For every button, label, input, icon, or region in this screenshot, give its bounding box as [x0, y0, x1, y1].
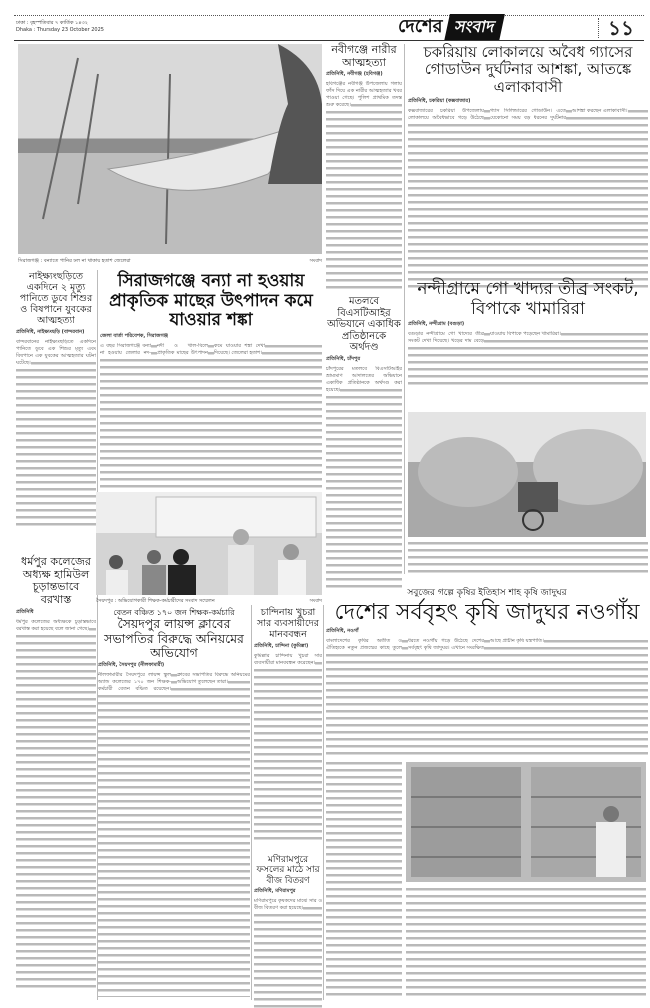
story-saidpur	[98, 608, 250, 997]
naogaon-body-bottom	[406, 886, 646, 1000]
photo-fishing-net	[18, 44, 322, 254]
byline: জেলা বার্তা পরিবেশক, সিরাজগঞ্জ	[100, 332, 169, 339]
story-chakaria	[408, 44, 648, 288]
byline: প্রতিনিধি, নাইক্ষ্যংছড়ি (বান্দরবান)	[16, 328, 85, 335]
article-body: চাঁদপুরের মতলবে বিএসটিআইর ভ্রাম্যমাণ আদালতের অভিযানে একাধিক প্রতিষ্ঠানকে অর্থদণ্ড করা হয়েছে।	[326, 366, 402, 591]
article-body: বাংলাদেশের কৃষির অতীত ও ঐতিহ্যকে নতুন প্রজন্মের কাছে তুলে ধরতে নওগাঁয় গড়ে উঠেছে দেশের সর্ববৃহৎ কৃষি জাদুঘর। এখানে সংরক্ষিত আছে প্রাচীন কৃষি যন্ত্রপাতি।	[326, 638, 648, 756]
story-chandina	[254, 608, 322, 843]
date-english: Dhaka : Thursday 23 October 2025	[16, 27, 104, 33]
article-body: বান্দরবানের নাইক্ষ্যংছড়িতে একদিনে পানিতে ডুবে এক শিশুর মৃত্যু এবং বিষপানে এক যুবকের আত্মহত্যার ঘটনা ঘটেছে।	[16, 339, 96, 529]
story-naikhongchhari	[16, 272, 96, 529]
photo1-credit: সংবাদ	[309, 258, 322, 264]
museum-shelves-illustration	[406, 762, 646, 882]
story-sirajganj	[100, 272, 322, 488]
press-conference-illustration	[96, 492, 322, 595]
headline[interactable]: মতলবে বিএসটিআইর অভিযানে একাধিক প্রতিষ্ঠানকে অর্থদণ্ড	[327, 296, 401, 353]
photo2-caption-text: সৈয়দপুর : অভিযোগকারী শিক্ষক-কর্মচারীদের সংবাদ সম্মেলন	[96, 598, 215, 604]
article-body: কক্সবাজারের চকরিয়া উপজেলায় লোকালয়ে অবৈধভাবে গড়ে উঠেছে গ্যাস সিলিন্ডারের গোডাউন। এতে যেকোনো সময় বড় ধরনের দুর্ঘটনার আশঙ্কা করছেন এলাকাবাসী।	[408, 108, 648, 288]
headline[interactable]: চান্দিনায় খুচরা সার ব্যবসায়ীদের মানববন্ধন	[257, 607, 319, 640]
story-matlab	[326, 296, 402, 591]
headline[interactable]: দেশের সর্ববৃহৎ কৃষি জাদুঘর নওগাঁয়	[334, 600, 640, 626]
story-dharmapur	[16, 556, 96, 989]
nandigram-body-continued	[408, 540, 648, 575]
section-logo	[398, 16, 502, 38]
header-top-rule	[14, 15, 644, 16]
page-number: ১১	[608, 16, 634, 40]
hay-cart-illustration	[408, 412, 646, 537]
column-divider	[323, 605, 324, 1000]
headline[interactable]: নন্দীগ্রামে গো খাদ্যর তীব্র সংকট, বিপাকে খামারিরা	[417, 279, 639, 319]
headline[interactable]: সিরাজগঞ্জে বন্যা না হওয়ায় প্রাকৃতিক মাছের উৎপাদন কমে যাওয়ার শঙ্কা	[109, 271, 313, 331]
kicker: বেতন বঞ্চিত ১৭০ জন শিক্ষক-কর্মচারি	[113, 608, 235, 617]
headline[interactable]: সৈয়দপুর লায়ন্স ক্লাবের সভাপতির বিরুদ্ধে অনিয়মের অভিযোগ	[104, 616, 244, 660]
byline: প্রতিনিধি, নবীগঞ্জ (হবিগঞ্জ)	[326, 71, 383, 78]
section-logo-part1: দেশের	[398, 15, 443, 37]
byline: প্রতিনিধি, চান্দিনা (কুমিল্লা)	[254, 642, 309, 649]
photo-hay-cart	[408, 412, 646, 537]
story-monirampur	[254, 855, 322, 1008]
article-body: হবিগঞ্জের নবীগঞ্জ উপজেলায় গলায় ফাঁস দিয়ে এক নারীর আত্মহত্যার খবর পাওয়া গেছে। পুলিশ প্রাথমিক তদন্ত শুরু করেছে।	[326, 81, 402, 291]
story-nabiganj	[326, 44, 402, 291]
photo-agriculture-museum	[406, 762, 646, 882]
headline[interactable]: নবীগঞ্জে নারীর আত্মহত্যা	[331, 43, 397, 69]
article-body: মণিরামপুরে কৃষকদের মাঝে সার ও বীজ বিতরণ করা হয়েছে।	[254, 898, 322, 1008]
photo-press-conference	[96, 492, 322, 595]
byline: প্রতিনিধি, চাঁদপুর	[326, 355, 361, 362]
header-bottom-rule	[14, 40, 644, 41]
byline: প্রতিনিধি, নন্দীগ্রাম (বগুড়া)	[408, 321, 465, 328]
kicker: সবুজের গল্পে কৃষির ইতিহাস শাহ কৃষি জাদুঘর	[407, 588, 567, 598]
photo2-caption	[96, 598, 322, 606]
story-nandigram	[408, 280, 648, 389]
headline[interactable]: ধর্মপুর কলেজের অধ্যক্ষ হামিউল চূড়ান্তভাবে বরখাস্ত	[21, 555, 91, 606]
story-naogaon	[326, 588, 648, 756]
photo2-credit: সংবাদ	[309, 598, 322, 604]
issue-date	[16, 20, 104, 34]
article-body: নীলফামারীর সৈয়দপুরে লায়ন্স স্কুল অ্যান্ড কলেজের ১৭০ জন শিক্ষক-কর্মচারী বেতন বঞ্চিত রয়েছেন। ক্লাবের সভাপতির বিরুদ্ধে অনিয়মের অভিযোগ তুলেছেন তারা।	[98, 672, 250, 997]
column-divider	[404, 44, 405, 574]
headline[interactable]: মণিরামপুরে ফসলের মাঠে সার বীজ বিতরণ	[256, 855, 320, 886]
headline[interactable]: চকরিয়ায় লোকালয়ে অবৈধ গ্যাসের গোডাউন দুর্ঘটনার আশঙ্কা, আতঙ্কে এলাকাবাসী	[423, 43, 633, 96]
date-bengali: ঢাকা : বৃহস্পতিবার ৭ কার্তিক ১৪৩২	[16, 20, 89, 26]
section-logo-part2: সংবাদ	[444, 14, 505, 41]
article-body: কুমিল্লার চান্দিনায় খুচরা সার ব্যবসায়ীরা মানববন্ধন করেছেন।	[254, 653, 322, 843]
headline[interactable]: নাইক্ষ্যংছড়িতে একদিনে ২ মৃত্যু পানিতে ডুবে শিশুর ও বিষপানে যুবকের আত্মহত্যা	[19, 271, 93, 326]
byline: প্রতিনিধি, সৈয়দপুর (নীলফামারী)	[98, 662, 165, 669]
photo1-caption-text: সিরাজগঞ্জ : বন্যাতে পানির ঢল না থাকায় হতাশ জেলেরা	[18, 258, 131, 264]
page-divider	[598, 18, 599, 38]
byline: প্রতিনিধি, নওগাঁ	[326, 627, 359, 634]
byline: প্রতিনিধি	[16, 608, 34, 615]
naogaon-body-continued	[326, 760, 402, 1000]
fishing-net-illustration	[18, 44, 322, 254]
byline: প্রতিনিধি, চকরিয়া (কক্সবাজার)	[408, 97, 471, 104]
column-divider	[251, 605, 252, 1000]
article-body: এ বছর সিরাজগঞ্জে বন্যা না হওয়ায় জেলার নদ-নদী ও খাল-বিলে প্রাকৃতিক মাছের উৎপাদন কমে যাওয়ার শঙ্কা দেখা দিয়েছে। জেলেরা হতাশ।	[100, 343, 322, 488]
article-body: বগুড়ার নন্দীগ্রামে গো খাদ্যের তীব্র সংকট দেখা দিয়েছে। খড়ের দাম বেড়ে যাওয়ায় বিপাকে পড়েছেন খামারিরা।	[408, 331, 648, 389]
article-body: ধর্মপুর কলেজের অধ্যক্ষকে চূড়ান্তভাবে বরখাস্ত করা হয়েছে বলে জানা গেছে।	[16, 619, 96, 989]
photo1-caption	[18, 258, 322, 266]
byline: প্রতিনিধি, মণিরামপুর	[254, 888, 296, 895]
